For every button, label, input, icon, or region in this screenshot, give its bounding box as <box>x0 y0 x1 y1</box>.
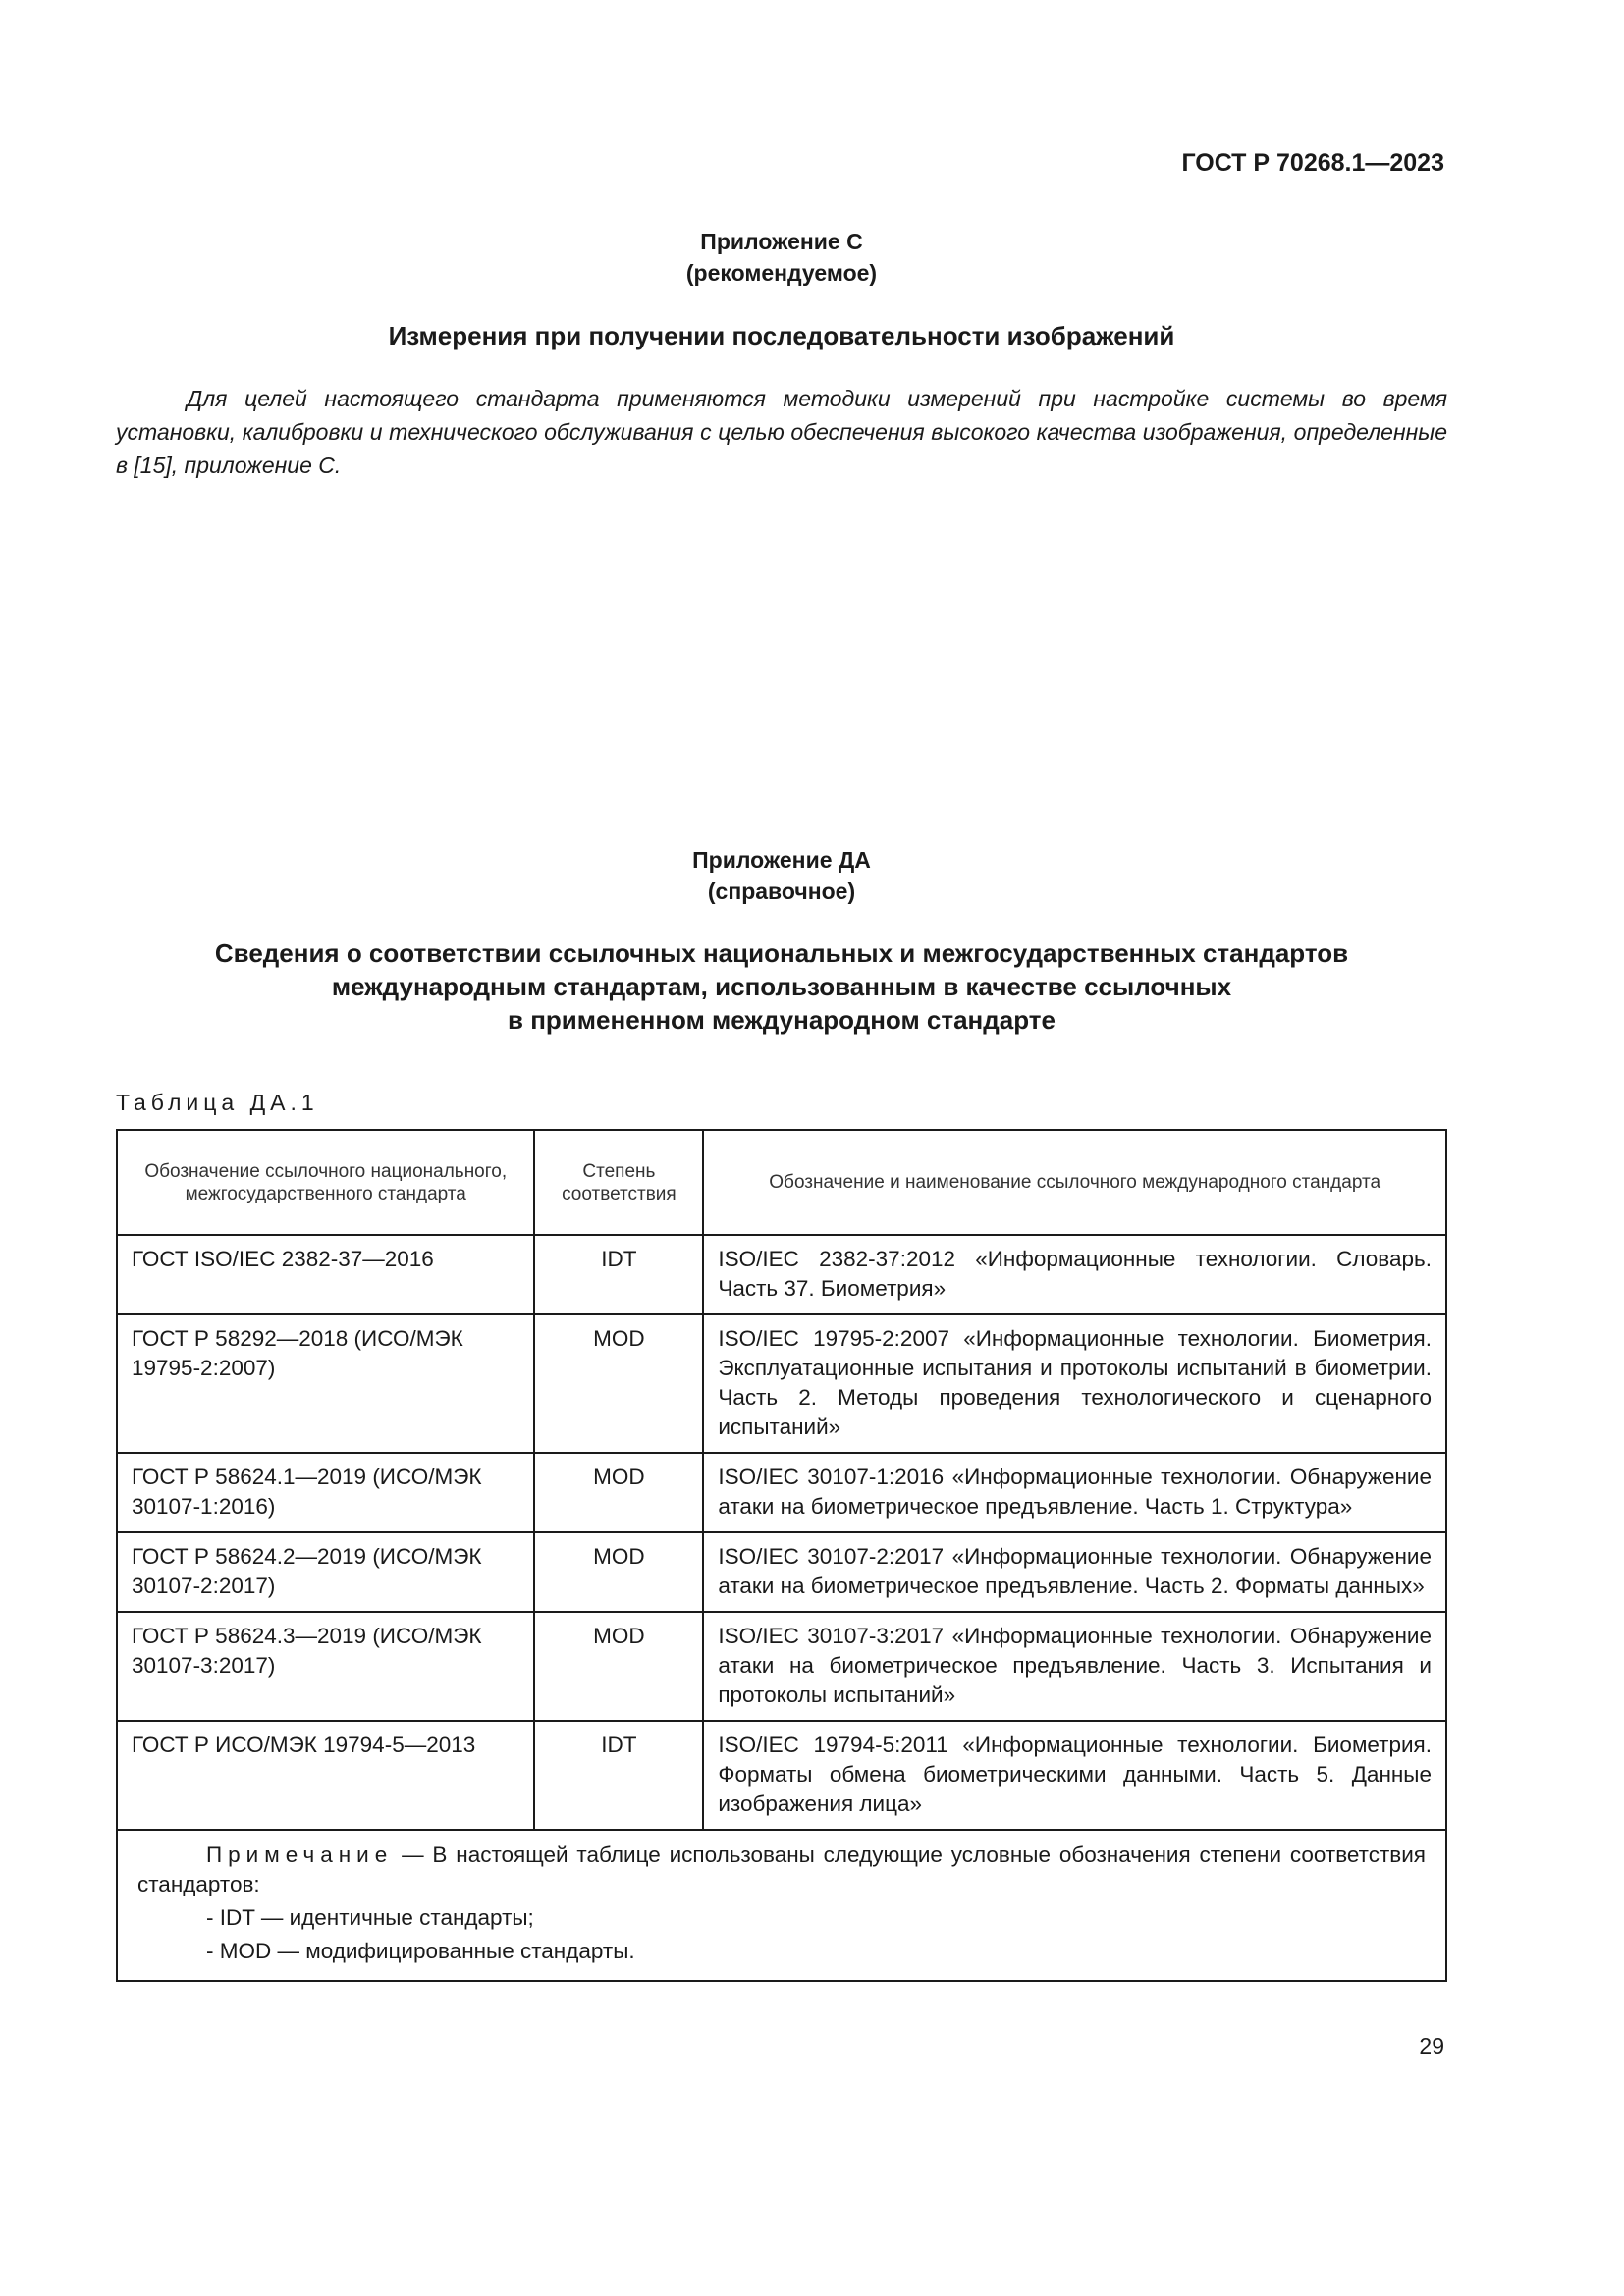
degree-cell: MOD <box>534 1532 703 1612</box>
national-standard-cell: ГОСТ Р 58624.2—2019 (ИСО/МЭК 30107-2:2017) <box>117 1532 534 1612</box>
table-row <box>117 1532 1446 1612</box>
annex-c-heading: Измерения при получении последовательности изображений <box>388 321 1175 350</box>
annex-c-paragraph: Для целей настоящего стандарта применяются методики измерений при настройке системы во время установки, калибровки и технического обслуживания с целью обеспечения высокого качества изображения, определенные в [15], приложение С. <box>116 386 1447 478</box>
note-item-mod: - MOD — модифицированные стандарты. <box>206 1939 635 1963</box>
degree-cell: MOD <box>534 1453 703 1532</box>
international-standard-cell: ISO/IEC 30107-3:2017 «Информационные технологии. Обнаружение атаки на биометрическое предъявление. Часть 3. Испытания и протоколы испытаний» <box>703 1612 1446 1721</box>
degree-cell: IDT <box>534 1235 703 1314</box>
header-degree: Степень соответствия <box>534 1130 703 1235</box>
national-standard-cell: ГОСТ Р 58624.3—2019 (ИСО/МЭК 30107-3:2017) <box>117 1612 534 1721</box>
table-row <box>117 1314 1446 1453</box>
annex-da-heading <box>116 936 1447 1037</box>
national-standard-cell: ГОСТ Р ИСО/МЭК 19794-5—2013 <box>117 1721 534 1830</box>
table-row <box>117 1721 1446 1830</box>
document-code: ГОСТ Р 70268.1—2023 <box>1181 149 1444 177</box>
note-item-idt: - IDT — идентичные стандарты; <box>206 1905 534 1930</box>
table-label: Таблица ДА.1 <box>116 1090 319 1115</box>
header-international-standard: Обозначение и наименование ссылочного международного стандарта <box>703 1130 1446 1235</box>
table-row <box>117 1612 1446 1721</box>
annex-da-title: Приложение ДА <box>692 847 871 873</box>
page-number: 29 <box>1419 2033 1444 2058</box>
international-standard-cell: ISO/IEC 30107-1:2016 «Информационные технологии. Обнаружение атаки на биометрическое предъявление. Часть 1. Структура» <box>703 1453 1446 1532</box>
national-standard-cell: ГОСТ Р 58292—2018 (ИСО/МЭК 19795-2:2007) <box>117 1314 534 1453</box>
annex-da-status: (справочное) <box>707 879 856 904</box>
reference-table <box>116 1129 1447 1982</box>
degree-cell: IDT <box>534 1721 703 1830</box>
note-text: — В настоящей таблице использованы следующие условные обозначения степени соответствия стандартов: <box>137 1842 1426 1896</box>
degree-cell: MOD <box>534 1314 703 1453</box>
annex-da-heading-line: международным стандартам, использованным в качестве ссылочных <box>331 972 1232 1001</box>
note-lead: Примечание <box>206 1842 394 1867</box>
national-standard-cell: ГОСТ Р 58624.1—2019 (ИСО/МЭК 30107-1:2016) <box>117 1453 534 1532</box>
national-standard-cell: ГОСТ ISO/IEC 2382-37—2016 <box>117 1235 534 1314</box>
annex-da-heading-line: Сведения о соответствии ссылочных национальных и межгосударственных стандартов <box>214 938 1349 968</box>
table-note <box>117 1830 1446 1981</box>
international-standard-cell: ISO/IEC 19794-5:2011 «Информационные технологии. Биометрия. Форматы обмена биометрическими данными. Часть 5. Данные изображения лица» <box>703 1721 1446 1830</box>
annex-da-heading-line: в примененном международном стандарте <box>508 1005 1056 1035</box>
header-national-standard: Обозначение ссылочного национального, межгосударственного стандарта <box>117 1130 534 1235</box>
international-standard-cell: ISO/IEC 2382-37:2012 «Информационные технологии. Словарь. Часть 37. Биометрия» <box>703 1235 1446 1314</box>
international-standard-cell: ISO/IEC 19795-2:2007 «Информационные технологии. Биометрия. Эксплуатационные испытания и протоколы испытаний в биометрии. Часть 2. Методы проведения технологического и сценарного испытаний» <box>703 1314 1446 1453</box>
degree-cell: MOD <box>534 1612 703 1721</box>
table-note-row <box>117 1830 1446 1981</box>
international-standard-cell: ISO/IEC 30107-2:2017 «Информационные технологии. Обнаружение атаки на биометрическое предъявление. Часть 2. Форматы данных» <box>703 1532 1446 1612</box>
annex-c-status: (рекомендуемое) <box>685 260 878 286</box>
table-row <box>117 1453 1446 1532</box>
table-header-row <box>117 1130 1446 1235</box>
annex-c-title: Приложение С <box>700 229 863 254</box>
table-row <box>117 1235 1446 1314</box>
